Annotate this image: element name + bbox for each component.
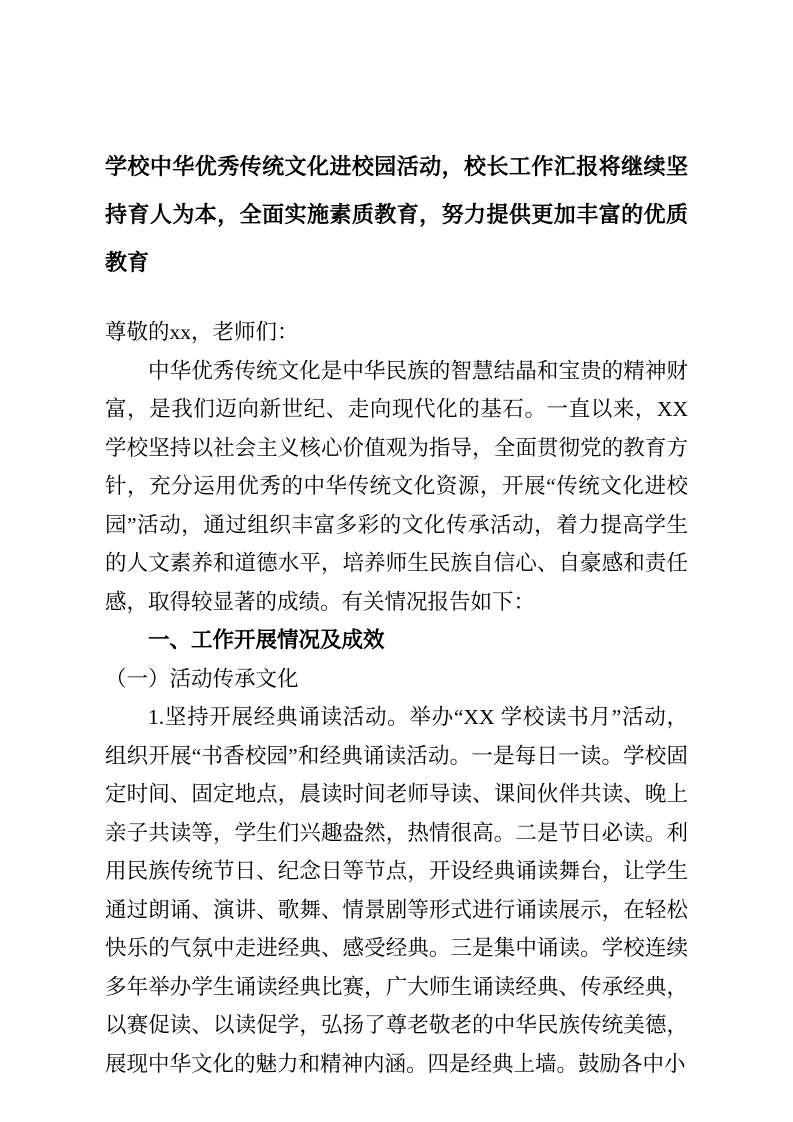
paragraph-introduction: 中华优秀传统文化是中华民族的智慧结晶和宝贵的精神财富，是我们迈向新世纪、走向现代化的基石。一直以来，XX 学校坚持以社会主义核心价值观为指导，全面贯彻党的教育方针，充分运用优秀的中华传统文化资源，开展“传统文化进校园”活动，通过组织丰富多彩的文化传承活动，着力提高学生的人文素养和道德水平，培养师生民族自信心、自豪感和责任感，取得较显著的成绩。有关情况报告如下： xyxy=(105,358,688,614)
subsection-heading-activities-culture: （一）活动传承文化 xyxy=(105,666,299,691)
salutation-line: 尊敬的xx，老师们： xyxy=(105,320,299,344)
paragraph-classic-reading-activities: 1.坚持开展经典诵读活动。举办“XX 学校读书月”活动，组织开展“书香校园”和经典诵读活动。一是每日一读。学校固定时间、固定地点，晨读时间老师导读、课间伙伴共读、晚上亲子共读等，学生们兴趣盎然，热情很高。二是节日必读。利用民族传统节日、纪念日等节点，开设经典诵读舞台，让学生通过朗诵、演讲、歌舞、情景剧等形式进行诵读展示，在轻松快乐的气氛中走进经典、感受经典。三是集中诵读。学校连续多年举办学生诵读经典比赛，广大师生诵读经典、传承经典，以赛促读、以读促学，弘扬了尊老敬老的中华民族传统美德，展现中华文化的魅力和精神内涵。四是经典上墙。鼓励各中小 xyxy=(105,705,688,1076)
section-heading-work-progress: 一、工作开展情况及成效 xyxy=(148,628,385,652)
document-title: 学校中华优秀传统文化进校园活动，校长工作汇报将继续坚持育人为本，全面实施素质教育，努力提供更加丰富的优质教育 xyxy=(105,154,688,275)
